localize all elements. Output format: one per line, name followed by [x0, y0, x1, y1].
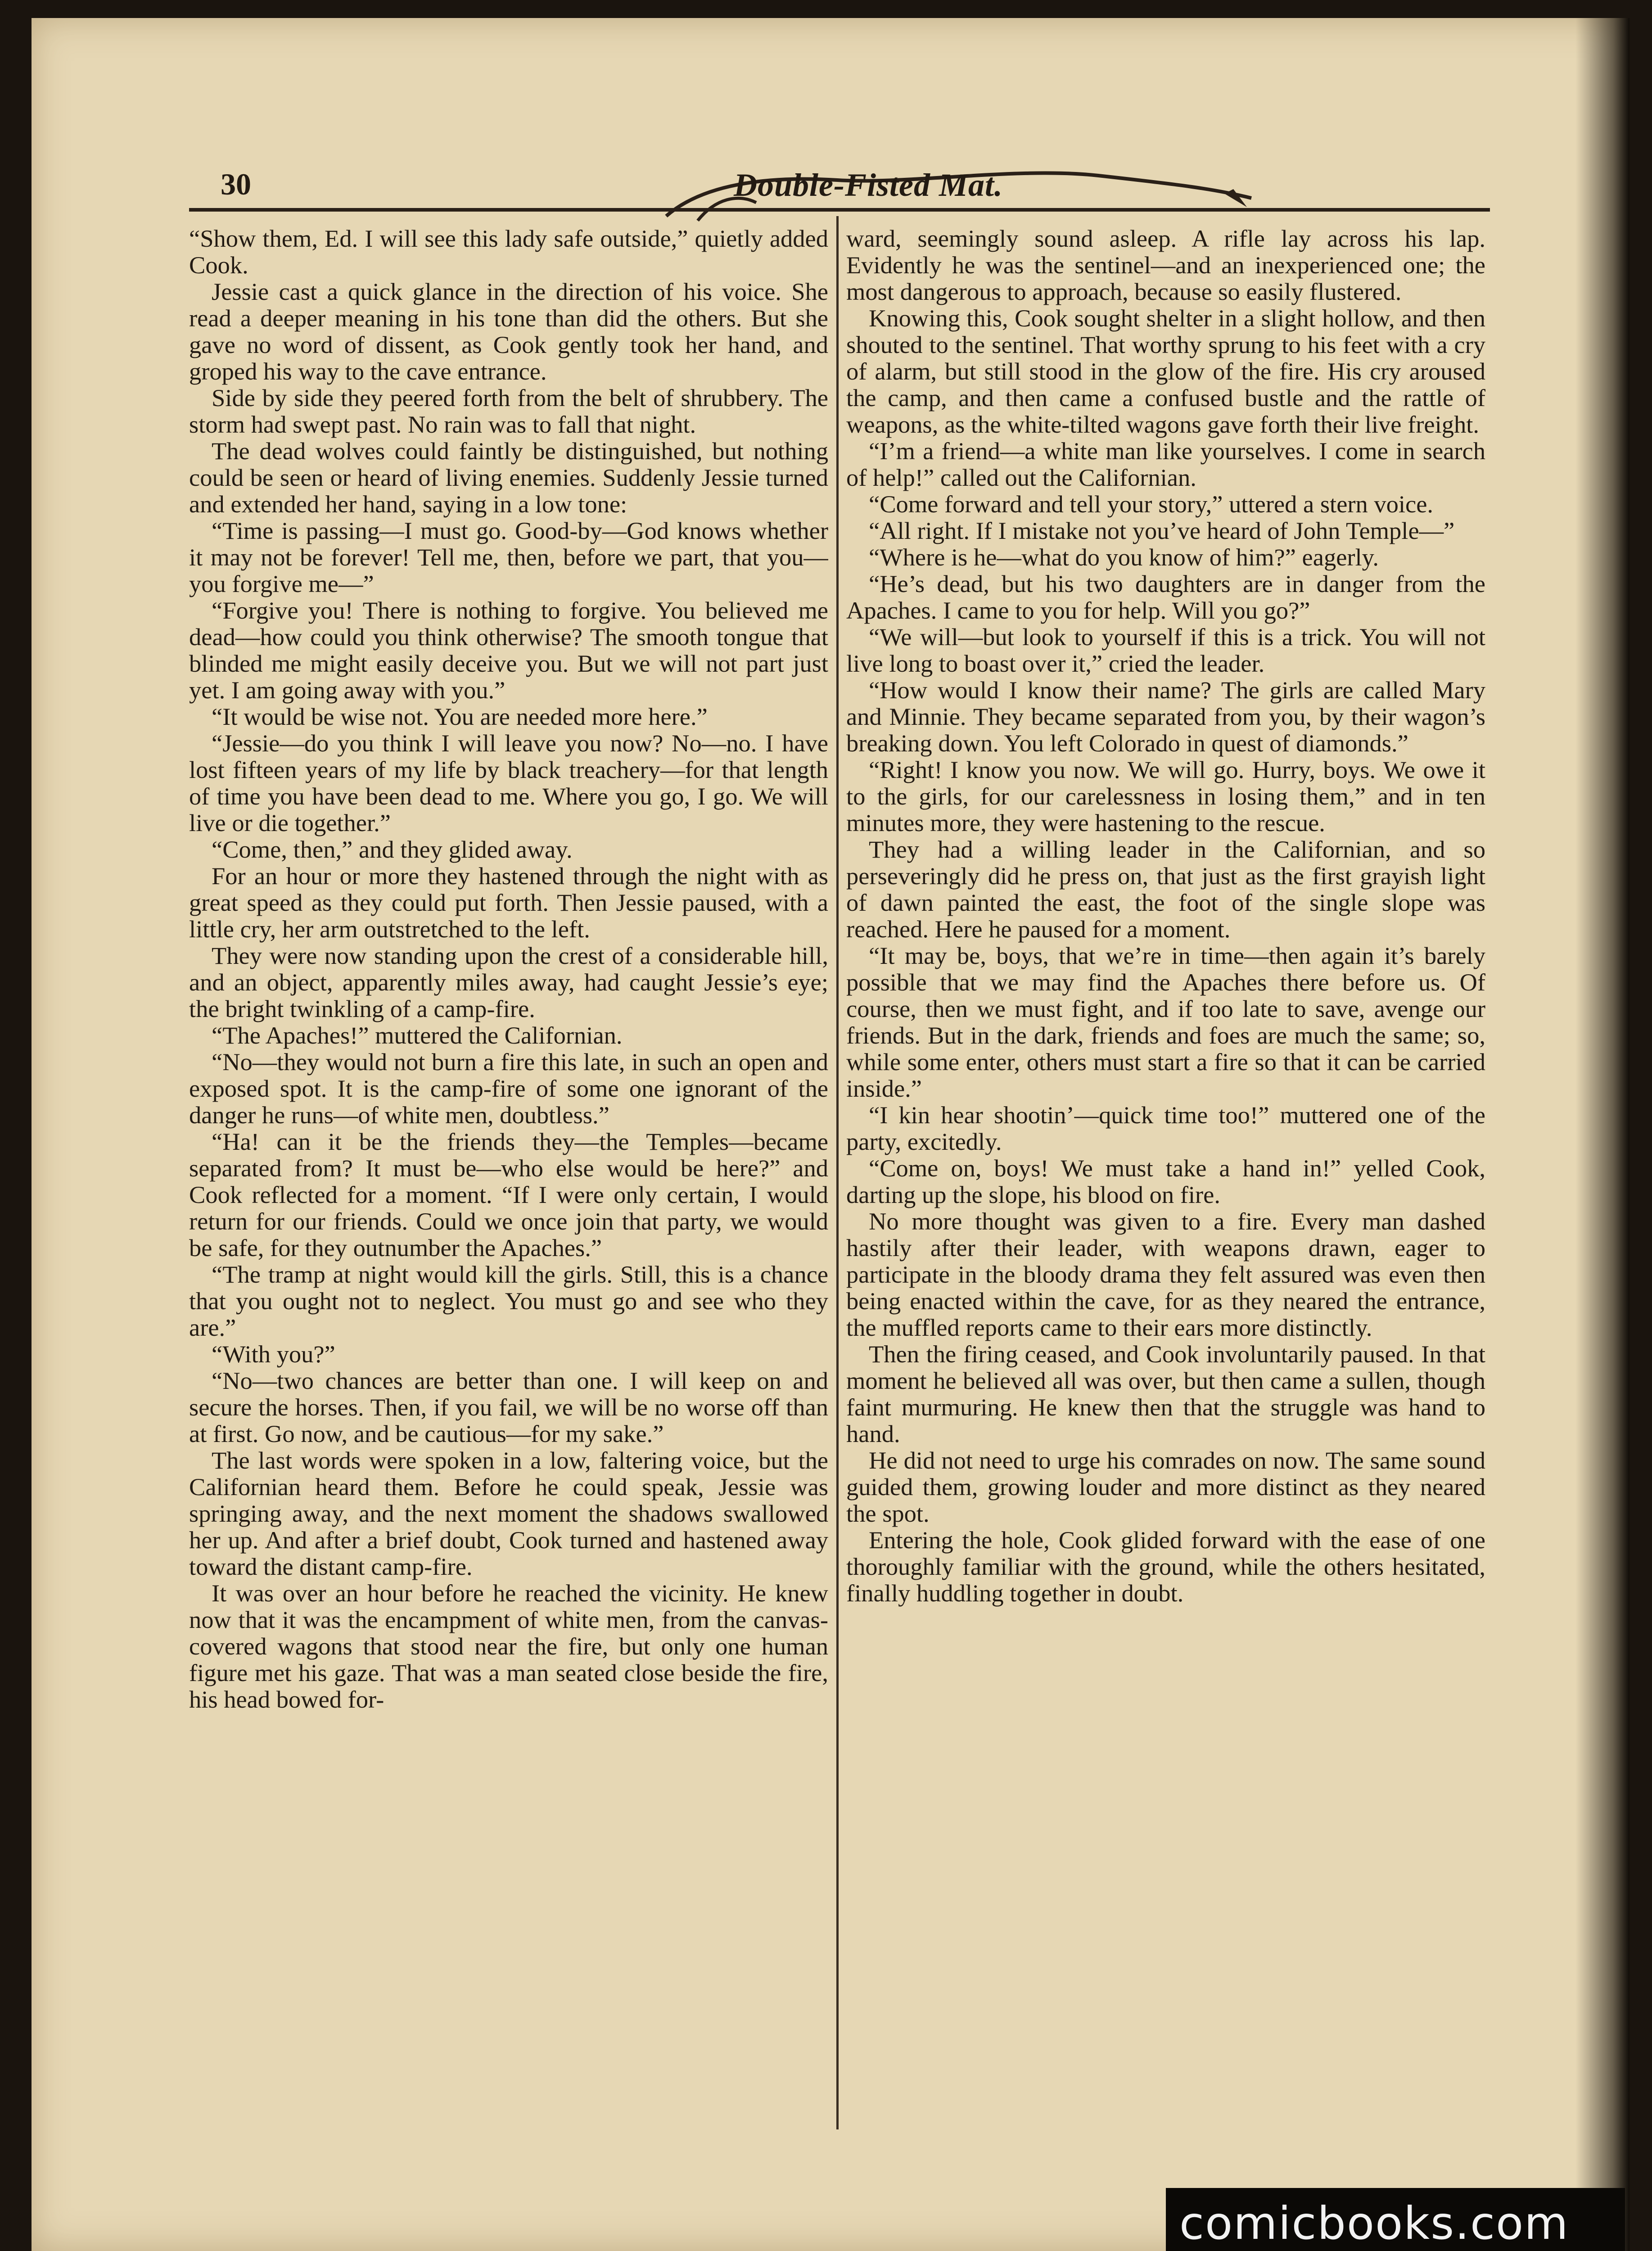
- paragraph: They were now standing upon the crest of a considerable hill, and an object, apparently miles away, had caught Jessie’s eye; the bright twinkling of a camp-fire.: [189, 942, 828, 1022]
- paragraph: “Jessie—do you think I will leave you now? No—no. I have lost fifteen years of my life by black treachery—for that length of time you have been dead to me. Where you go, I go. We will live or die together.”: [189, 729, 828, 836]
- paragraph: “Where is he—what do you know of him?” eagerly.: [869, 543, 1379, 571]
- paragraph: “Forgive you! There is nothing to forgive. You believed me dead—how could you think otherwise? The smooth tongue that blinded me might easily deceive you. But we will not part just yet. I am going away with you.”: [189, 597, 828, 704]
- paragraph: Jessie cast a quick glance in the direction of his voice. She read a deeper meaning in his tone than did the others. But she gave no word of dissent, as Cook gently took her hand, and groped his way to the cave entrance.: [189, 278, 828, 385]
- paragraph: “Time is passing—I must go. Good-by—God knows whether it may not be forever! Tell me, then, before we part, that you—you forgive me—”: [189, 517, 828, 597]
- page-header: [171, 149, 1521, 225]
- paragraph: Then the firing ceased, and Cook involuntarily paused. In that moment he believed all was over, but then came a sullen, though faint murmuring. He knew then that the struggle was hand to hand.: [846, 1340, 1485, 1447]
- paragraph: It was over an hour before he reached the vicinity. He knew now that it was the encampment of white men, from the canvas-covered wagons that stood near the fire, but only one human figure met his gaze. That was a man seated close beside the fire, his head bowed for-: [189, 1579, 828, 1713]
- paragraph: He did not need to urge his comrades on now. The same sound guided them, growing louder and more distinct as they neared the spot.: [846, 1446, 1485, 1527]
- paragraph: “No—they would not burn a fire this late, in such an open and exposed spot. It is the camp-fire of some one ignorant of the danger he runs—of white men, doubtless.”: [189, 1048, 828, 1129]
- page-number: 30: [221, 167, 251, 201]
- paragraph: “I kin hear shootin’—quick time too!” muttered one of the party, excitedly.: [846, 1101, 1485, 1155]
- paragraph: ward, seemingly sound asleep. A rifle lay across his lap. Evidently he was the sentinel—and an inexperienced one; the most dangerous to approach, because so easily flustered.: [846, 225, 1485, 305]
- paragraph: “We will—but look to yourself if this is a trick. You will not live long to boast over it,” cried the leader.: [846, 623, 1485, 677]
- left-column: [189, 225, 828, 2116]
- right-column: [846, 225, 1485, 2116]
- paragraph: “The Apaches!” muttered the Californian.: [212, 1022, 623, 1049]
- paragraph: “With you?”: [212, 1340, 335, 1368]
- paragraph: Knowing this, Cook sought shelter in a slight hollow, and then shouted to the sentinel. That worthy sprung to his feet with a cry of alarm, but still stood in the glow of the fire. His cry aroused the camp, and then came a confused bustle and the rattle of weapons, as the white-tilted wagons gave forth their live freight.: [846, 304, 1485, 438]
- paragraph: “Right! I know you now. We will go. Hurry, boys. We owe it to the girls, for our carelessness in losing them,” and in ten minutes more, they were hastening to the rescue.: [846, 756, 1485, 836]
- paragraph: “No—two chances are better than one. I will keep on and secure the horses. Then, if you fail, we will be no worse off than at first. Go now, and be cautious—for my sake.”: [189, 1367, 828, 1447]
- paragraph: “Show them, Ed. I will see this lady safe outside,” quietly added Cook.: [189, 225, 828, 279]
- paragraph: For an hour or more they hastened through the night with as great speed as they could put forth. Then Jessie paused, with a little cry, her arm outstretched to the left.: [189, 862, 828, 943]
- paragraph: “I’m a friend—a white man like yourselves. I come in search of help!” called out the Californian.: [846, 437, 1485, 491]
- watermark-text: comicbooks.com: [1179, 2197, 1569, 2250]
- paragraph: “It would be wise not. You are needed more here.”: [212, 703, 708, 730]
- page-edge-shadow: [1575, 18, 1629, 2251]
- paragraph: “How would I know their name? The girls are called Mary and Minnie. They became separated from you, by their wagon’s breaking down. You left Colorado in quest of diamonds.”: [846, 676, 1485, 757]
- running-title: Double-Fisted Mat.: [734, 167, 1003, 203]
- paragraph: “The tramp at night would kill the girls. Still, this is a chance that you ought not to neglect. You must go and see who they are.”: [189, 1261, 828, 1341]
- paragraph: “He’s dead, but his two daughters are in danger from the Apaches. I came to you for help. Will you go?”: [846, 570, 1485, 624]
- paragraph: The last words were spoken in a low, faltering voice, but the Californian heard them. Before he could speak, Jessie was springing away, and the next moment the shadows swallowed her up. And after a brief doubt, Cook turned and hastened away toward the distant camp-fire.: [189, 1446, 828, 1580]
- paragraph: “It may be, boys, that we’re in time—then again it’s barely possible that we may find the Apaches there before us. Of course, then we must fight, and if too late to save, avenge our friends. But in the dark, friends and foes are much the same; so, while some enter, others must start a fire so that it can be carried inside.”: [846, 942, 1485, 1102]
- paragraph: The dead wolves could faintly be distinguished, but nothing could be seen or heard of living enemies. Suddenly Jessie turned and extended her hand, saying in a low tone:: [189, 437, 828, 518]
- paragraph: “Come on, boys! We must take a hand in!” yelled Cook, darting up the slope, his blood on fire.: [846, 1154, 1485, 1208]
- paragraph: “Come forward and tell your story,” uttered a stern voice.: [869, 490, 1434, 518]
- paragraph: “Come, then,” and they glided away.: [212, 836, 573, 863]
- header-rule: [189, 208, 1490, 212]
- column-divider: [836, 216, 839, 2129]
- watermark-banner: [1166, 2188, 1625, 2251]
- paragraph: No more thought was given to a fire. Every man dashed hastily after their leader, with weapons drawn, eager to participate in the bloody drama they felt assured was even then being enacted within the cave, for as they neared the entrance, the muffled reports came to their ears more distinctly.: [846, 1207, 1485, 1341]
- paragraph: “Ha! can it be the friends they—the Temples—became separated from? It must be—who else would be here?” and Cook reflected for a moment. “If I were only certain, I would return for our friends. Could we once join that party, we would be safe, for they outnumber the Apaches.”: [189, 1128, 828, 1261]
- paragraph: “All right. If I mistake not you’ve heard of John Temple—”: [869, 517, 1455, 544]
- paragraph: Entering the hole, Cook glided forward with the ease of one thoroughly familiar with the ground, while the others hesitated, finally huddling together in doubt.: [846, 1526, 1485, 1607]
- paragraph: They had a willing leader in the Californian, and so perseveringly did he press on, that just as the first grayish light of dawn painted the east, the foot of the single slope was reached. Here he paused for a moment.: [846, 836, 1485, 943]
- paragraph: Side by side they peered forth from the belt of shrubbery. The storm had swept past. No rain was to fall that night.: [189, 384, 828, 438]
